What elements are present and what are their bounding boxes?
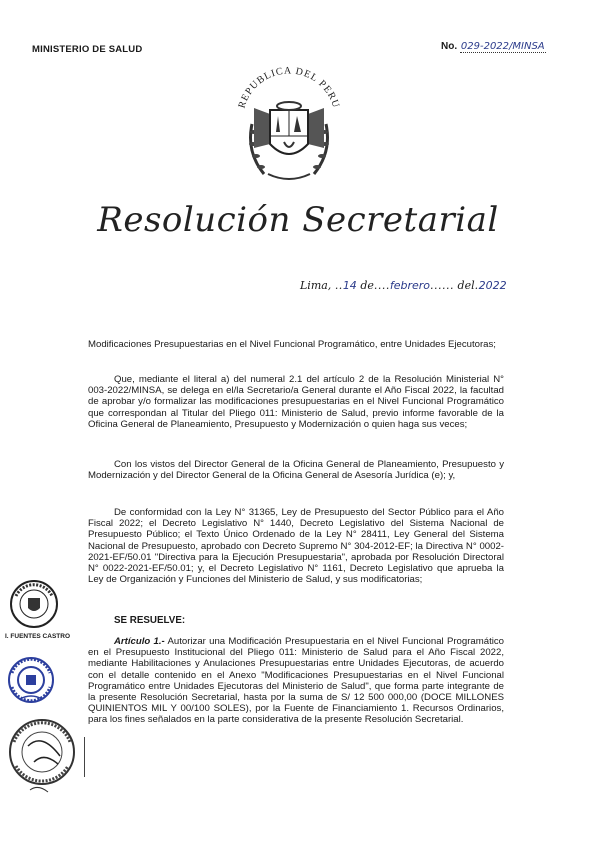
paragraph-3: Con los vistos del Director General de la Oficina General de Planeamiento, Presupuesto y Modernización y del Director General de la Oficina General de Asesoría Jurídica (e); y, [88,459,504,482]
date-day: 14 [342,279,357,292]
secretary-seal-stamp [4,712,84,798]
date-sep2: del [457,279,475,292]
margin-line [84,737,85,777]
article-1 [88,636,504,726]
date-sep1: de [360,279,374,292]
document-title: Resolución Secretarial [97,200,499,240]
blue-seal-stamp [6,655,56,705]
date-month: febrero [389,279,431,292]
date-line: Lima, ..14 de....febrero...... del.2022 [300,279,507,292]
ministry-seal-stamp [8,578,60,630]
article-1-label: Artículo 1.- [114,636,165,647]
date-city: Lima, [300,279,332,292]
number-prefix: No. [441,41,458,52]
paragraph-2: Que, mediante el literal a) del numeral 2.1 del artículo 2 de la Resolución Ministerial N° 003-2022/MINSA, se delega en el/la Secretario/a General durante el Año Fiscal 2022, la facultad de aprobar y/o formalizar las modificaciones presupuestarias en el Nivel Funcional Programático que correspondan al Titular del Pliego 011: Ministerio de Salud, previo informe favorable de la Oficina General de Planeamiento, Presupuesto y Modernización o quien haga sus veces; [88,374,504,430]
article-1-text: Autorizar una Modificación Presupuestaria en el Nivel Funcional Programático en el Presupuesto Institucional del Pliego 011: Ministerio de Salud para el Año Fiscal 2022, mediante Habilitaciones y Anulaciones Presupuestarias entre Unidades Ejecutoras, de acuerdo con el detalle contenido en el Anexo "Modificaciones Presupuestarias en el Nivel Funcional Programático entre Unidades Ejecutoras del Ministerio de Salud", que forma parte integrante de la presente Resolución Secretarial, hasta por la suma de S/ 12 500 000,00 (DOCE MILLONES QUINIENTOS MIL Y 00/100 SOLES), por la Fuente de Financiamiento 1. Recursos Ordinarios, para los fines señalados en la parte considerativa de la presente Resolución Secretarial. [88,636,504,726]
paragraph-4: De conformidad con la Ley N° 31365, Ley de Presupuesto del Sector Público para el Año Fiscal 2022; el Decreto Legislativo N° 1440, Decreto Legislativo del Sistema Nacional de Presupuesto Público; el Texto Único Ordenado de la Ley N° 28411, Ley General del Sistema Nacional de Presupuesto, aprobado con Decreto Supremo N° 304-2012-EF; la Directiva N° 0002-2021-EF/50.01 "Directiva para la Ejecución Presupuestaria", aprobada por Resolución Directoral N° 0022-2021-EF/50.01; y, el Decreto Legislativo N° 1161, Decreto Legislativo que aprueba la Ley de Organización y Funciones del Ministerio de Salud, y sus modificatorias; [88,507,504,586]
coat-of-arms-icon [224,52,354,192]
paragraph-1: Modificaciones Presupuestarias en el Nivel Funcional Programático, entre Unidades Ejecutoras; [88,339,496,350]
resolution-number [441,41,546,52]
number-handwritten: 029-2022/MINSA [460,41,545,52]
svg-text:REPUBLICA DEL PERU [237,65,342,109]
resolve-heading: SE RESUELVE: [114,615,186,626]
date-year: 2022 [478,279,507,292]
signature-label: I. FUENTES CASTRO [5,633,71,640]
ministry-heading: MINISTERIO DE SALUD [32,44,143,55]
crest-arc-text: REPUBLICA DEL PERU [236,65,342,110]
